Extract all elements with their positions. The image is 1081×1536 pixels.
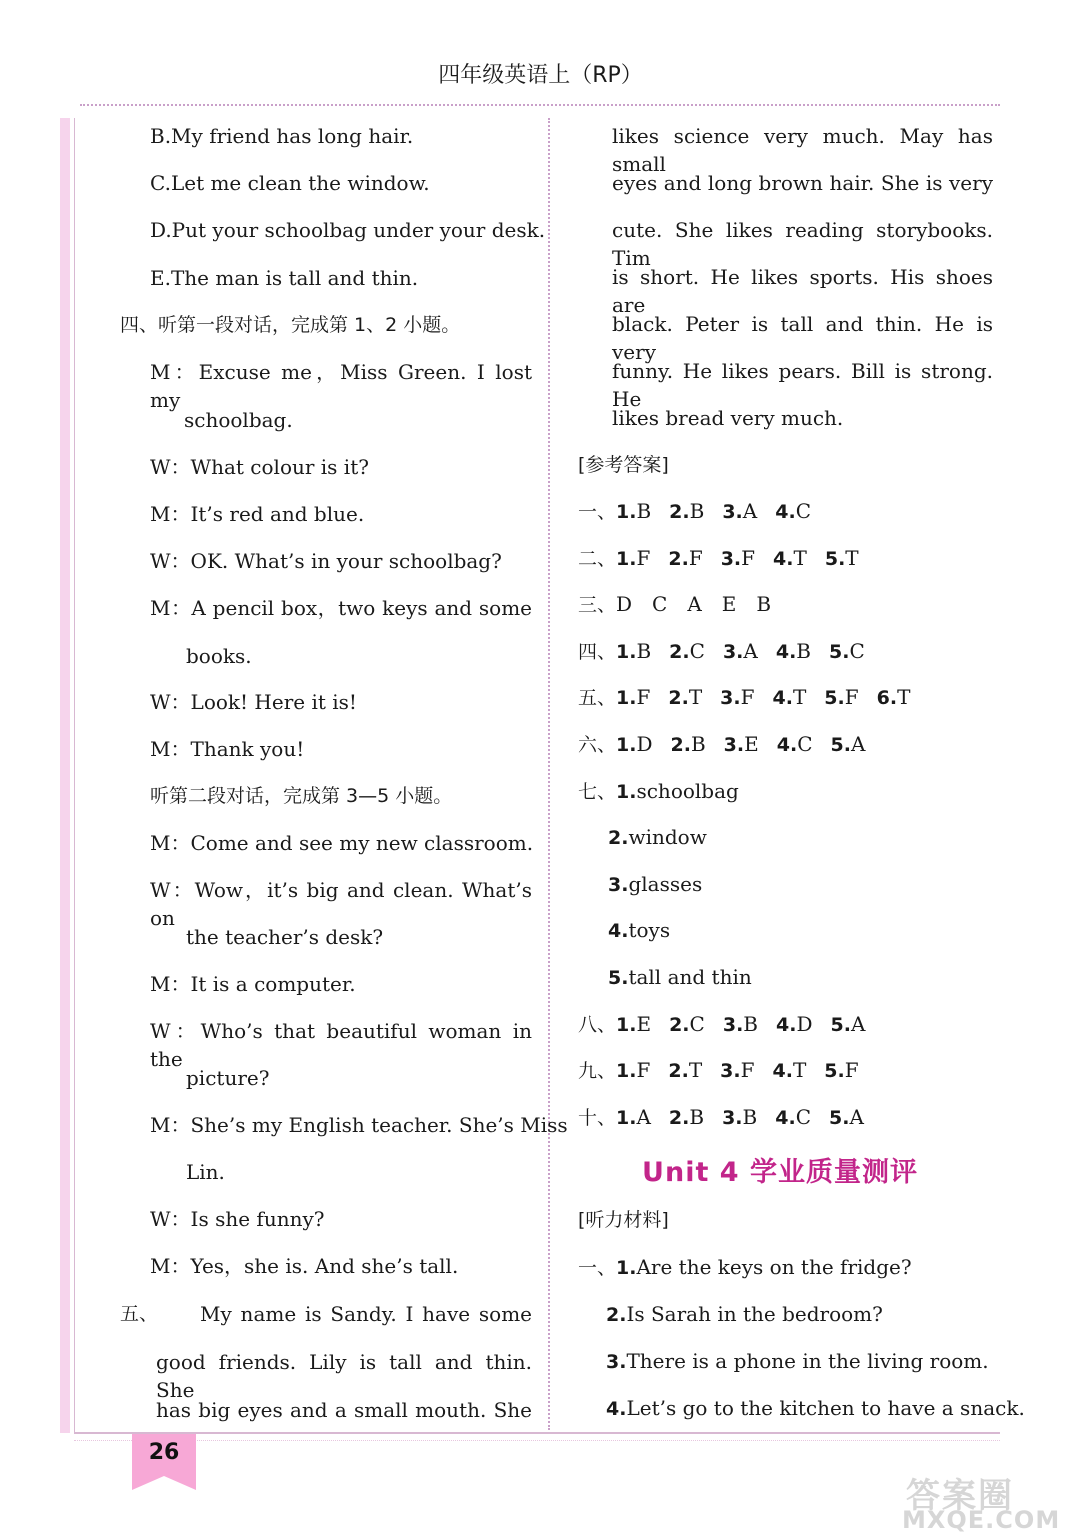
answer-value: glasses [628, 872, 703, 896]
answer-value: schoolbag [636, 779, 739, 803]
answer-row [608, 916, 688, 945]
answer-item [722, 497, 757, 526]
side-bar [60, 118, 70, 1433]
answer-number: 5. [824, 548, 846, 570]
answer-value: A [849, 1105, 864, 1129]
dialogue-line: picture? [186, 1066, 270, 1090]
answer-value: D [796, 1012, 813, 1036]
left-frame-line [74, 118, 75, 1433]
passage-line: has big eyes and a small mouth. She [156, 1398, 532, 1422]
answer-section-label: 八、 [578, 1014, 617, 1036]
answer-item [669, 637, 705, 666]
answer-number: 3. [722, 1014, 744, 1036]
answer-value: E [636, 1012, 652, 1036]
answer-value: T [792, 1058, 807, 1082]
answer-value: B [796, 639, 811, 663]
answer-item [669, 1103, 704, 1132]
passage-line: likes bread very much. [612, 406, 844, 430]
answer-value: B [689, 499, 705, 523]
section-four-heading: 四、听第一段对话，完成第 1、2 小题。 [120, 314, 461, 336]
answer-number: 1. [616, 781, 637, 803]
answer-value: F [740, 1058, 755, 1082]
answer-row [578, 1010, 883, 1039]
answer-value: F [636, 1058, 651, 1082]
answer-item [723, 1010, 758, 1039]
answer-item [831, 730, 866, 759]
answer-number: 2. [670, 734, 691, 756]
page-header: 四年级英语上（RP） [438, 63, 643, 88]
listening-section-label: 一、 [578, 1257, 617, 1279]
answer-item [775, 1103, 811, 1132]
answer-value: B [636, 499, 652, 523]
answer-number: 5. [824, 1060, 845, 1082]
answer-section-label: 四、 [578, 641, 617, 663]
listening-number: 2. [606, 1304, 627, 1326]
dialogue-line: M：Come and see my new classroom. [150, 831, 534, 855]
answer-number: 3. [720, 548, 742, 570]
dialogue-line: the teacher’s desk? [186, 925, 384, 949]
answer-row [578, 544, 877, 573]
answer-value: B [689, 1105, 705, 1129]
answer-value: B [742, 1105, 758, 1129]
answer-item [776, 1010, 813, 1039]
dialogue-line: W：Who’s that beautiful woman in the [150, 1019, 532, 1071]
answer-section-label: 十、 [578, 1107, 617, 1129]
header-rule [80, 104, 1000, 106]
answer-value: T [792, 685, 807, 709]
listening-number: 3. [606, 1351, 627, 1373]
option-c: C.Let me clean the window. [150, 171, 430, 195]
answer-number: 4. [772, 1060, 793, 1082]
answer-value: F [636, 685, 651, 709]
answer-row [578, 637, 883, 666]
answer-value: D [636, 732, 653, 756]
answer-value: A [850, 1012, 866, 1036]
answer-item [825, 544, 859, 573]
answer-item [608, 963, 752, 992]
answer-section-label: 三、 [578, 594, 617, 616]
answer-number: 1. [616, 1014, 637, 1036]
answer-number: 3. [720, 1060, 741, 1082]
listening-text: There is a phone in the living room. [626, 1349, 989, 1373]
answer-value: B [743, 1012, 758, 1036]
answers-heading: [参考答案] [578, 454, 669, 476]
answer-number: 5. [608, 967, 629, 989]
answer-number: 2. [608, 827, 629, 849]
answer-item [720, 683, 754, 712]
answer-item [829, 1103, 864, 1132]
answer-number: 2. [668, 548, 689, 570]
answer-number: 3. [608, 874, 629, 896]
answer-item [824, 683, 858, 712]
answer-number: 2. [668, 1060, 689, 1082]
answer-value: C [849, 639, 865, 663]
answer-number: 1. [616, 1107, 637, 1129]
passage-line: black. Peter is tall and thin. He is very [612, 312, 993, 364]
passage-line: is short. He likes sports. His shoes are [612, 265, 993, 317]
answer-number: 1. [616, 641, 637, 663]
dialogue-line: M：Thank you! [150, 737, 305, 761]
dialogue-line: Lin. [186, 1160, 225, 1184]
page-number: 26 [148, 1440, 180, 1465]
answer-number: 3. [720, 687, 741, 709]
answer-number: 1. [616, 501, 637, 523]
answer-value: F [740, 685, 755, 709]
answer-item [777, 730, 813, 759]
answer-item [616, 730, 653, 759]
answer-row [578, 777, 757, 806]
answer-item [616, 683, 650, 712]
answer-text: D C A E B [616, 592, 772, 616]
answer-number: 2. [669, 1014, 690, 1036]
answer-value: F [688, 546, 703, 570]
answer-value: F [636, 546, 651, 570]
listening-item [606, 1394, 1025, 1423]
dialogue-line: M：It’s red and blue. [150, 502, 365, 526]
listening-heading: [听力材料] [578, 1209, 669, 1231]
answer-row [608, 823, 725, 852]
answer-number: 6. [876, 687, 898, 709]
answer-section-label: 七、 [578, 781, 617, 803]
listening-text: Let’s go to the kitchen to have a snack. [626, 1396, 1025, 1420]
answer-number: 5. [829, 641, 850, 663]
unit-title: Unit 4 学业质量测评 [642, 1157, 918, 1188]
passage-line: good friends. Lily is tall and thin. She [156, 1350, 532, 1402]
answer-item [831, 1010, 866, 1039]
answer-item [668, 683, 702, 712]
answer-row [578, 590, 771, 619]
footer-rule [74, 1432, 1000, 1434]
passage-line: funny. He likes pears. Bill is strong. He [612, 359, 993, 411]
answer-row [608, 963, 770, 992]
answer-item [616, 1056, 650, 1085]
passage-line: cute. She likes reading storybooks. Tim [612, 218, 993, 270]
answer-number: 4. [775, 1107, 796, 1129]
answer-item [668, 1056, 702, 1085]
answer-section-label: 一、 [578, 501, 617, 523]
watermark-text: 答案圈 [906, 1476, 1014, 1516]
answer-row [578, 1103, 882, 1132]
dialogue-line: M：Excuse me，Miss Green. I lost my [150, 360, 532, 412]
answer-item [775, 497, 811, 526]
answer-number: 2. [668, 1107, 690, 1129]
answer-number: 3. [723, 734, 745, 756]
answer-number: 4. [773, 548, 794, 570]
answer-item [720, 1056, 754, 1085]
answer-number: 5. [824, 687, 845, 709]
listening-item [606, 1347, 989, 1376]
answer-item [722, 1103, 757, 1132]
answer-item [608, 823, 707, 852]
dialogue-line: W：What colour is it? [150, 455, 369, 479]
answer-item [616, 637, 651, 666]
answer-section-label: 二、 [578, 548, 617, 570]
passage-line: eyes and long brown hair. She is very [612, 171, 993, 195]
answer-number: 2. [669, 501, 690, 523]
answer-number: 1. [616, 734, 637, 756]
watermark-logo [900, 1468, 1078, 1534]
answer-value: C [795, 499, 811, 523]
answer-item [773, 1056, 807, 1085]
dialogue-line: M：A pencil box，two keys and some [150, 596, 532, 620]
answer-item [671, 730, 706, 759]
answer-item [721, 544, 755, 573]
answer-value: C [689, 1012, 705, 1036]
answer-value: F [844, 1058, 859, 1082]
answer-item [724, 730, 759, 759]
answer-item [616, 1103, 651, 1132]
answer-number: 4. [776, 734, 798, 756]
answer-value: B [636, 639, 652, 663]
answer-value: T [897, 685, 911, 709]
answer-section-label: 九、 [578, 1060, 617, 1082]
column-divider [548, 118, 550, 1430]
answer-item [608, 916, 670, 945]
listening-item [578, 1253, 912, 1282]
answer-row [578, 683, 928, 712]
answer-value: A [636, 1105, 651, 1129]
passage-line: My name is Sandy. I have some [200, 1302, 532, 1326]
listening-number: 1. [616, 1257, 637, 1279]
answer-number: 3. [722, 501, 743, 523]
answer-item [776, 637, 811, 666]
answer-value: T [845, 546, 859, 570]
listening-text: Are the keys on the fridge? [636, 1255, 912, 1279]
answer-value: tall and thin [628, 965, 752, 989]
option-e: E.The man is tall and thin. [150, 266, 419, 290]
answer-row [578, 497, 829, 526]
dialogue-line: schoolbag. [184, 408, 293, 432]
answer-item [669, 497, 704, 526]
dialogue-two-heading: 听第二段对话，完成第 3—5 小题。 [150, 785, 453, 807]
answer-value: T [688, 1058, 703, 1082]
dialogue-line: books. [186, 644, 252, 668]
answer-number: 5. [829, 1107, 850, 1129]
answer-item [616, 1010, 651, 1039]
listening-number: 4. [606, 1398, 627, 1420]
dialogue-line: M：It is a computer. [150, 972, 356, 996]
dialogue-line: W：Is she funny? [150, 1207, 325, 1231]
answer-number: 4. [775, 501, 796, 523]
answer-number: 4. [776, 1014, 797, 1036]
answer-value: B [690, 732, 706, 756]
answer-number: 2. [668, 687, 689, 709]
answer-value: F [844, 685, 859, 709]
answer-section-label: 五、 [578, 687, 617, 709]
answer-number: 4. [775, 641, 797, 663]
answer-value: C [795, 1105, 811, 1129]
answer-value: T [793, 546, 807, 570]
answer-row [608, 870, 720, 899]
watermark-url: MXQE.COM [902, 1506, 1061, 1534]
answer-value: window [628, 825, 707, 849]
footer-rule-dotted [74, 1440, 1000, 1441]
option-d: D.Put your schoolbag under your desk. [150, 218, 546, 242]
answer-number: 1. [616, 1060, 637, 1082]
answer-number: 4. [772, 687, 793, 709]
answer-value: E [744, 732, 759, 756]
answer-value: F [741, 546, 756, 570]
answer-item [773, 544, 807, 573]
answer-item [723, 637, 758, 666]
answer-value: A [743, 639, 758, 663]
passage-line: likes science very much. May has small [612, 124, 993, 176]
answer-item [608, 870, 702, 899]
answer-value: C [797, 732, 813, 756]
answer-item [773, 683, 807, 712]
dialogue-line: W：OK. What’s in your schoolbag? [150, 549, 502, 573]
dialogue-line: W：Look! Here it is! [150, 690, 357, 714]
answer-value: C [689, 639, 705, 663]
answer-value: A [742, 499, 758, 523]
answer-row [578, 1056, 877, 1085]
answer-item [616, 544, 650, 573]
dialogue-line: M：Yes，she is. And she’s tall. [150, 1254, 459, 1278]
answer-section-label: 六、 [578, 734, 617, 756]
answer-item [877, 683, 911, 712]
section-five-label: 五、 [120, 1303, 159, 1325]
answer-item [669, 1010, 705, 1039]
answer-value: toys [628, 918, 671, 942]
answer-number: 5. [830, 734, 851, 756]
option-b: B.My friend has long hair. [150, 124, 414, 148]
answer-item [668, 544, 702, 573]
answer-value: T [688, 685, 703, 709]
listening-item [606, 1300, 883, 1329]
answer-number: 1. [616, 687, 637, 709]
answer-item [829, 637, 865, 666]
dialogue-line: W：Wow，it’s big and clean. What’s on [150, 878, 532, 930]
answer-number: 2. [669, 641, 690, 663]
answer-number: 4. [608, 920, 629, 942]
answer-number: 3. [722, 1107, 743, 1129]
page-number-badge [132, 1434, 196, 1490]
dialogue-line: M：She’s my English teacher. She’s Miss [150, 1113, 568, 1137]
answer-number: 1. [616, 548, 637, 570]
answer-number: 5. [830, 1014, 851, 1036]
answer-item [616, 777, 739, 806]
answer-item [616, 497, 651, 526]
answer-value: A [850, 732, 866, 756]
answer-row [578, 730, 883, 759]
listening-text: Is Sarah in the bedroom? [626, 1302, 883, 1326]
answer-number: 3. [722, 641, 744, 663]
answer-item [824, 1056, 858, 1085]
